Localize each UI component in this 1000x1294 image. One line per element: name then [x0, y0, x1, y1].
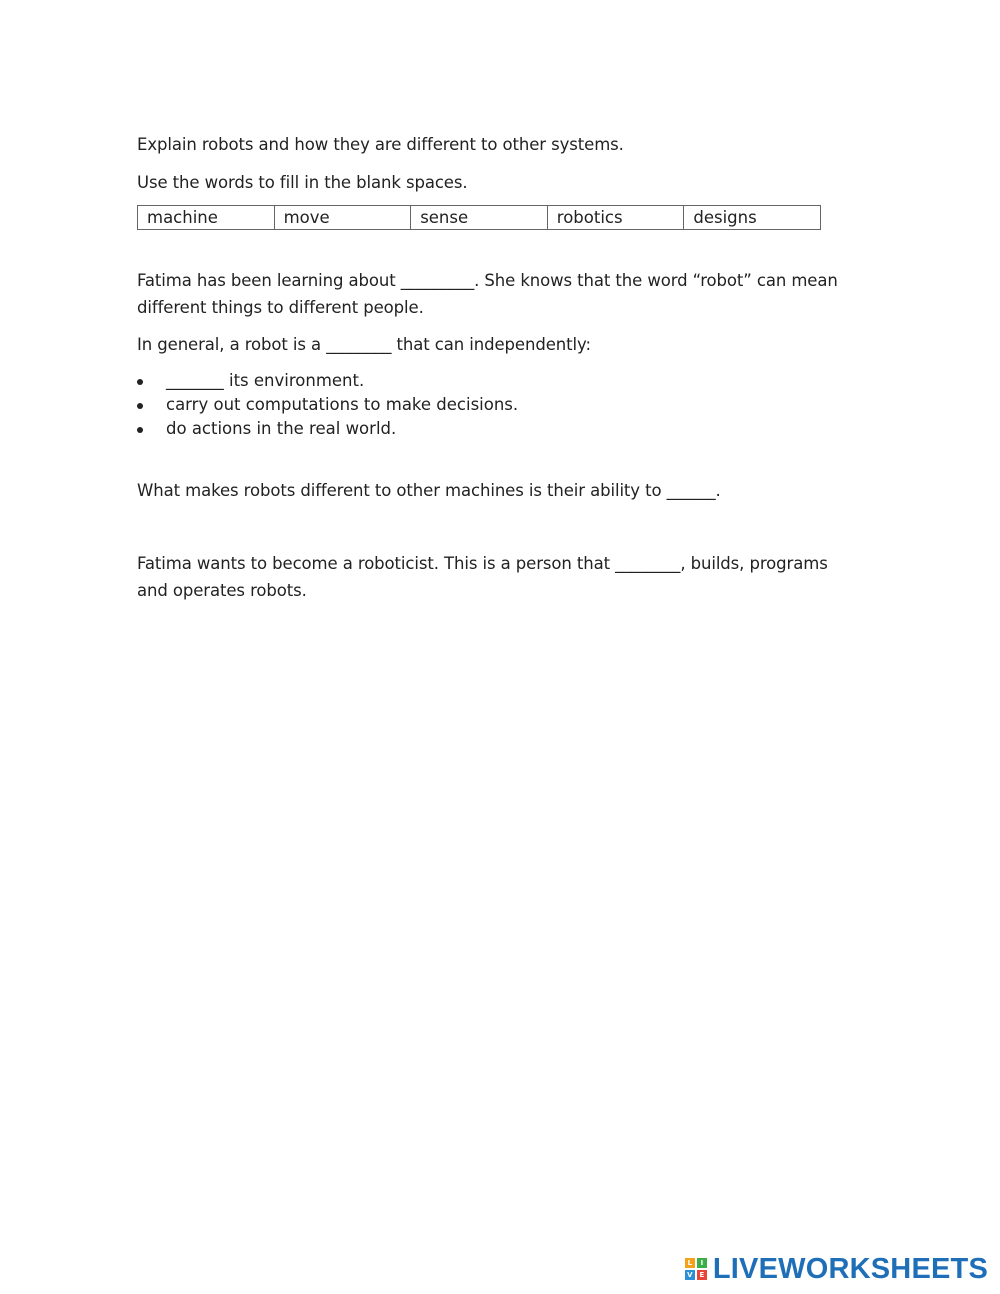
paragraph-learning-about [137, 267, 838, 321]
word-bank-cell: machine [138, 206, 275, 230]
word-bank-table [137, 205, 821, 230]
list-item [137, 369, 518, 393]
logo-mark-letter: I [697, 1258, 707, 1268]
bullet-icon [137, 379, 143, 385]
word-bank-cell: robotics [547, 206, 684, 230]
list-item-text: do actions in the real world. [166, 419, 397, 438]
word-bank-cell: move [274, 206, 411, 230]
paragraph-line: and operates robots. [137, 581, 307, 600]
logo-mark-letter: E [697, 1270, 707, 1280]
bullet-icon [137, 427, 143, 433]
word-bank-cell: sense [411, 206, 548, 230]
word-bank-row [138, 206, 821, 230]
paragraph-line: different things to different people. [137, 298, 424, 317]
bullet-icon [137, 403, 143, 409]
worksheet-title: Explain robots and how they are different to other systems. [137, 135, 624, 154]
list-item [137, 393, 518, 417]
worksheet-instructions: Use the words to fill in the blank spaces. [137, 173, 468, 192]
list-item-text: _______ its environment. [166, 371, 365, 390]
logo-text: LIVEWORKSHEETS [712, 1253, 988, 1285]
list-item [137, 417, 518, 441]
paragraph-line: Fatima wants to become a roboticist. This is a person that ________, builds, programs [137, 554, 828, 573]
logo-mark-icon [685, 1258, 707, 1280]
paragraph-robots-different: What makes robots different to other machines is their ability to ______. [137, 481, 721, 500]
logo-mark-letter: V [685, 1270, 695, 1280]
paragraph-general-definition: In general, a robot is a ________ that can independently: [137, 335, 591, 354]
liveworksheets-logo [685, 1254, 988, 1284]
logo-mark-letter: L [685, 1258, 695, 1268]
paragraph-line: Fatima has been learning about _________. She knows that the word “robot” can mean [137, 271, 838, 290]
paragraph-roboticist [137, 550, 828, 604]
robot-abilities-list [137, 369, 518, 441]
list-item-text: carry out computations to make decisions. [166, 395, 519, 414]
word-bank-cell: designs [684, 206, 821, 230]
